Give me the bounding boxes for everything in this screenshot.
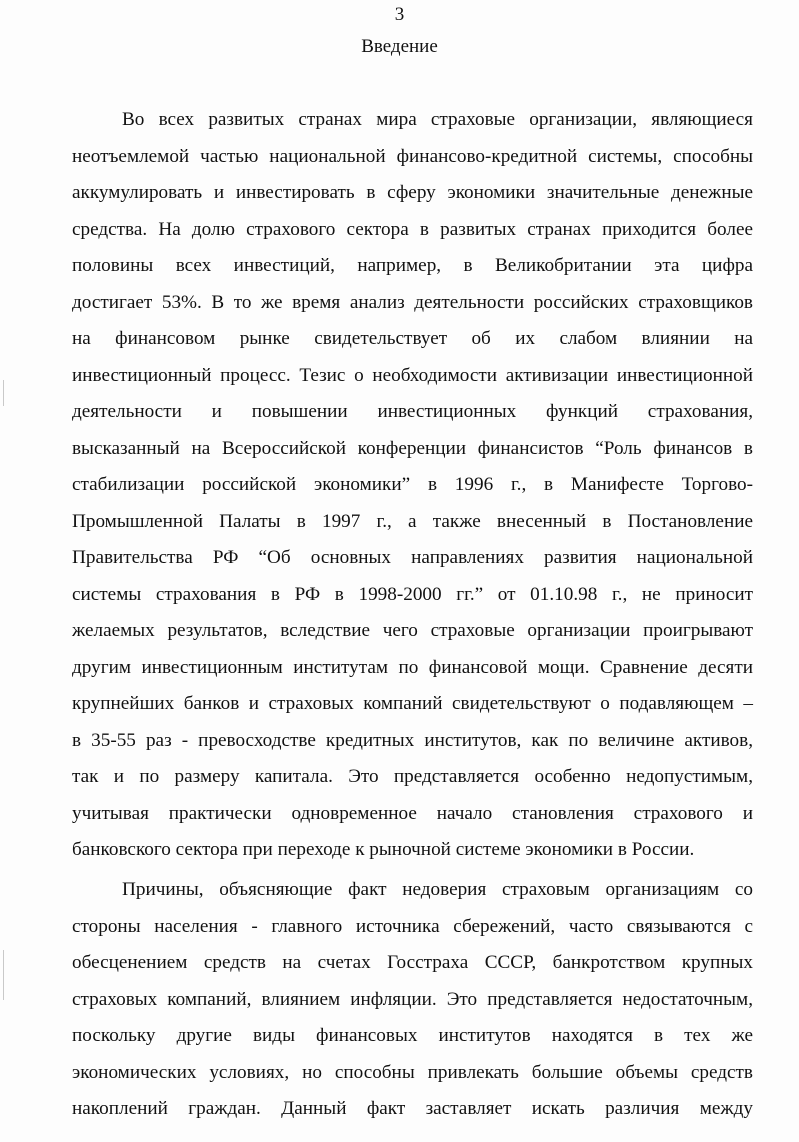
paragraph-line: стабилизации российской экономики” в 1996 г., в Манифесте Торгово- [72, 474, 753, 495]
paragraph-line: высказанный на Всероссийской конференции финансистов “Роль финансов в [72, 437, 753, 459]
paragraph-line: желаемых результатов, вследствие чего страховые организации проигрывают [72, 620, 753, 641]
paragraph-line: половины всех инвестиций, например, в Великобритании эта цифра [72, 255, 753, 276]
scan-margin-line [3, 380, 4, 406]
paragraph-line: системы страхования в РФ в 1998-2000 гг.” от 01.10.98 г., не приносит [72, 583, 753, 605]
paragraph-line: аккумулировать и инвестировать в сферу экономики значительные денежные [72, 182, 753, 203]
paragraph-line: Во всех развитых странах мира страховые организации, являющиеся [122, 109, 753, 130]
scan-margin-line [3, 950, 4, 1000]
paragraph-line: Правительства РФ “Об основных направлениях развития национальной [72, 547, 753, 568]
paragraph-line: обесценением средств на счетах Госстраха СССР, банкротством крупных [72, 952, 753, 973]
paragraph-line: крупнейших банков и страховых компаний свидетельствуют о подавляющем – [72, 693, 753, 714]
paragraph-line: Причины, объясняющие факт недоверия страховым организациям со [122, 879, 753, 900]
paragraph-line: банковского сектора при переходе к рыночной системе экономики в России. [72, 839, 695, 860]
paragraph-line: деятельности и повышении инвестиционных функций страхования, [72, 401, 753, 422]
paragraph-line: стороны населения - главного источника сбережений, часто связываются с [72, 915, 753, 937]
paragraph-line: на финансовом рынке свидетельствует об их слабом влиянии на [72, 328, 753, 349]
paragraph-line: неотъемлемой частью национальной финансово-кредитной системы, способны [72, 145, 753, 167]
paragraph-line: достигает 53%. В то же время анализ деятельности российских страховщиков [72, 291, 753, 313]
paragraph-line: в 35-55 раз - превосходстве кредитных институтов, как по величине активов, [72, 729, 753, 751]
page-title: Введение [361, 36, 438, 57]
paragraph-line: учитывая практически одновременное начало становления страхового и [72, 802, 753, 824]
paragraph-line: поскольку другие виды финансовых институтов находятся в тех же [72, 1025, 753, 1046]
paragraph-line: накоплений граждан. Данный факт заставляет искать различия между [72, 1098, 753, 1119]
paragraph-line: средства. На долю страхового сектора в развитых странах приходится более [72, 218, 753, 240]
paragraph-line: инвестиционный процесс. Тезис о необходимости активизации инвестиционной [72, 364, 753, 386]
paragraph-line: страховых компаний, влиянием инфляции. Это представляется недостаточным, [72, 988, 753, 1010]
paragraph-line: Промышленной Палаты в 1997 г., а также внесенный в Постановление [72, 510, 753, 532]
paragraph-line: другим инвестиционным институтам по финансовой мощи. Сравнение десяти [72, 656, 753, 678]
page-number: 3 [394, 4, 405, 25]
paragraph-line: так и по размеру капитала. Это представляется особенно недопустимым, [72, 766, 753, 787]
paragraph-line: экономических условиях, но способны привлекать большие объемы средств [72, 1061, 753, 1083]
